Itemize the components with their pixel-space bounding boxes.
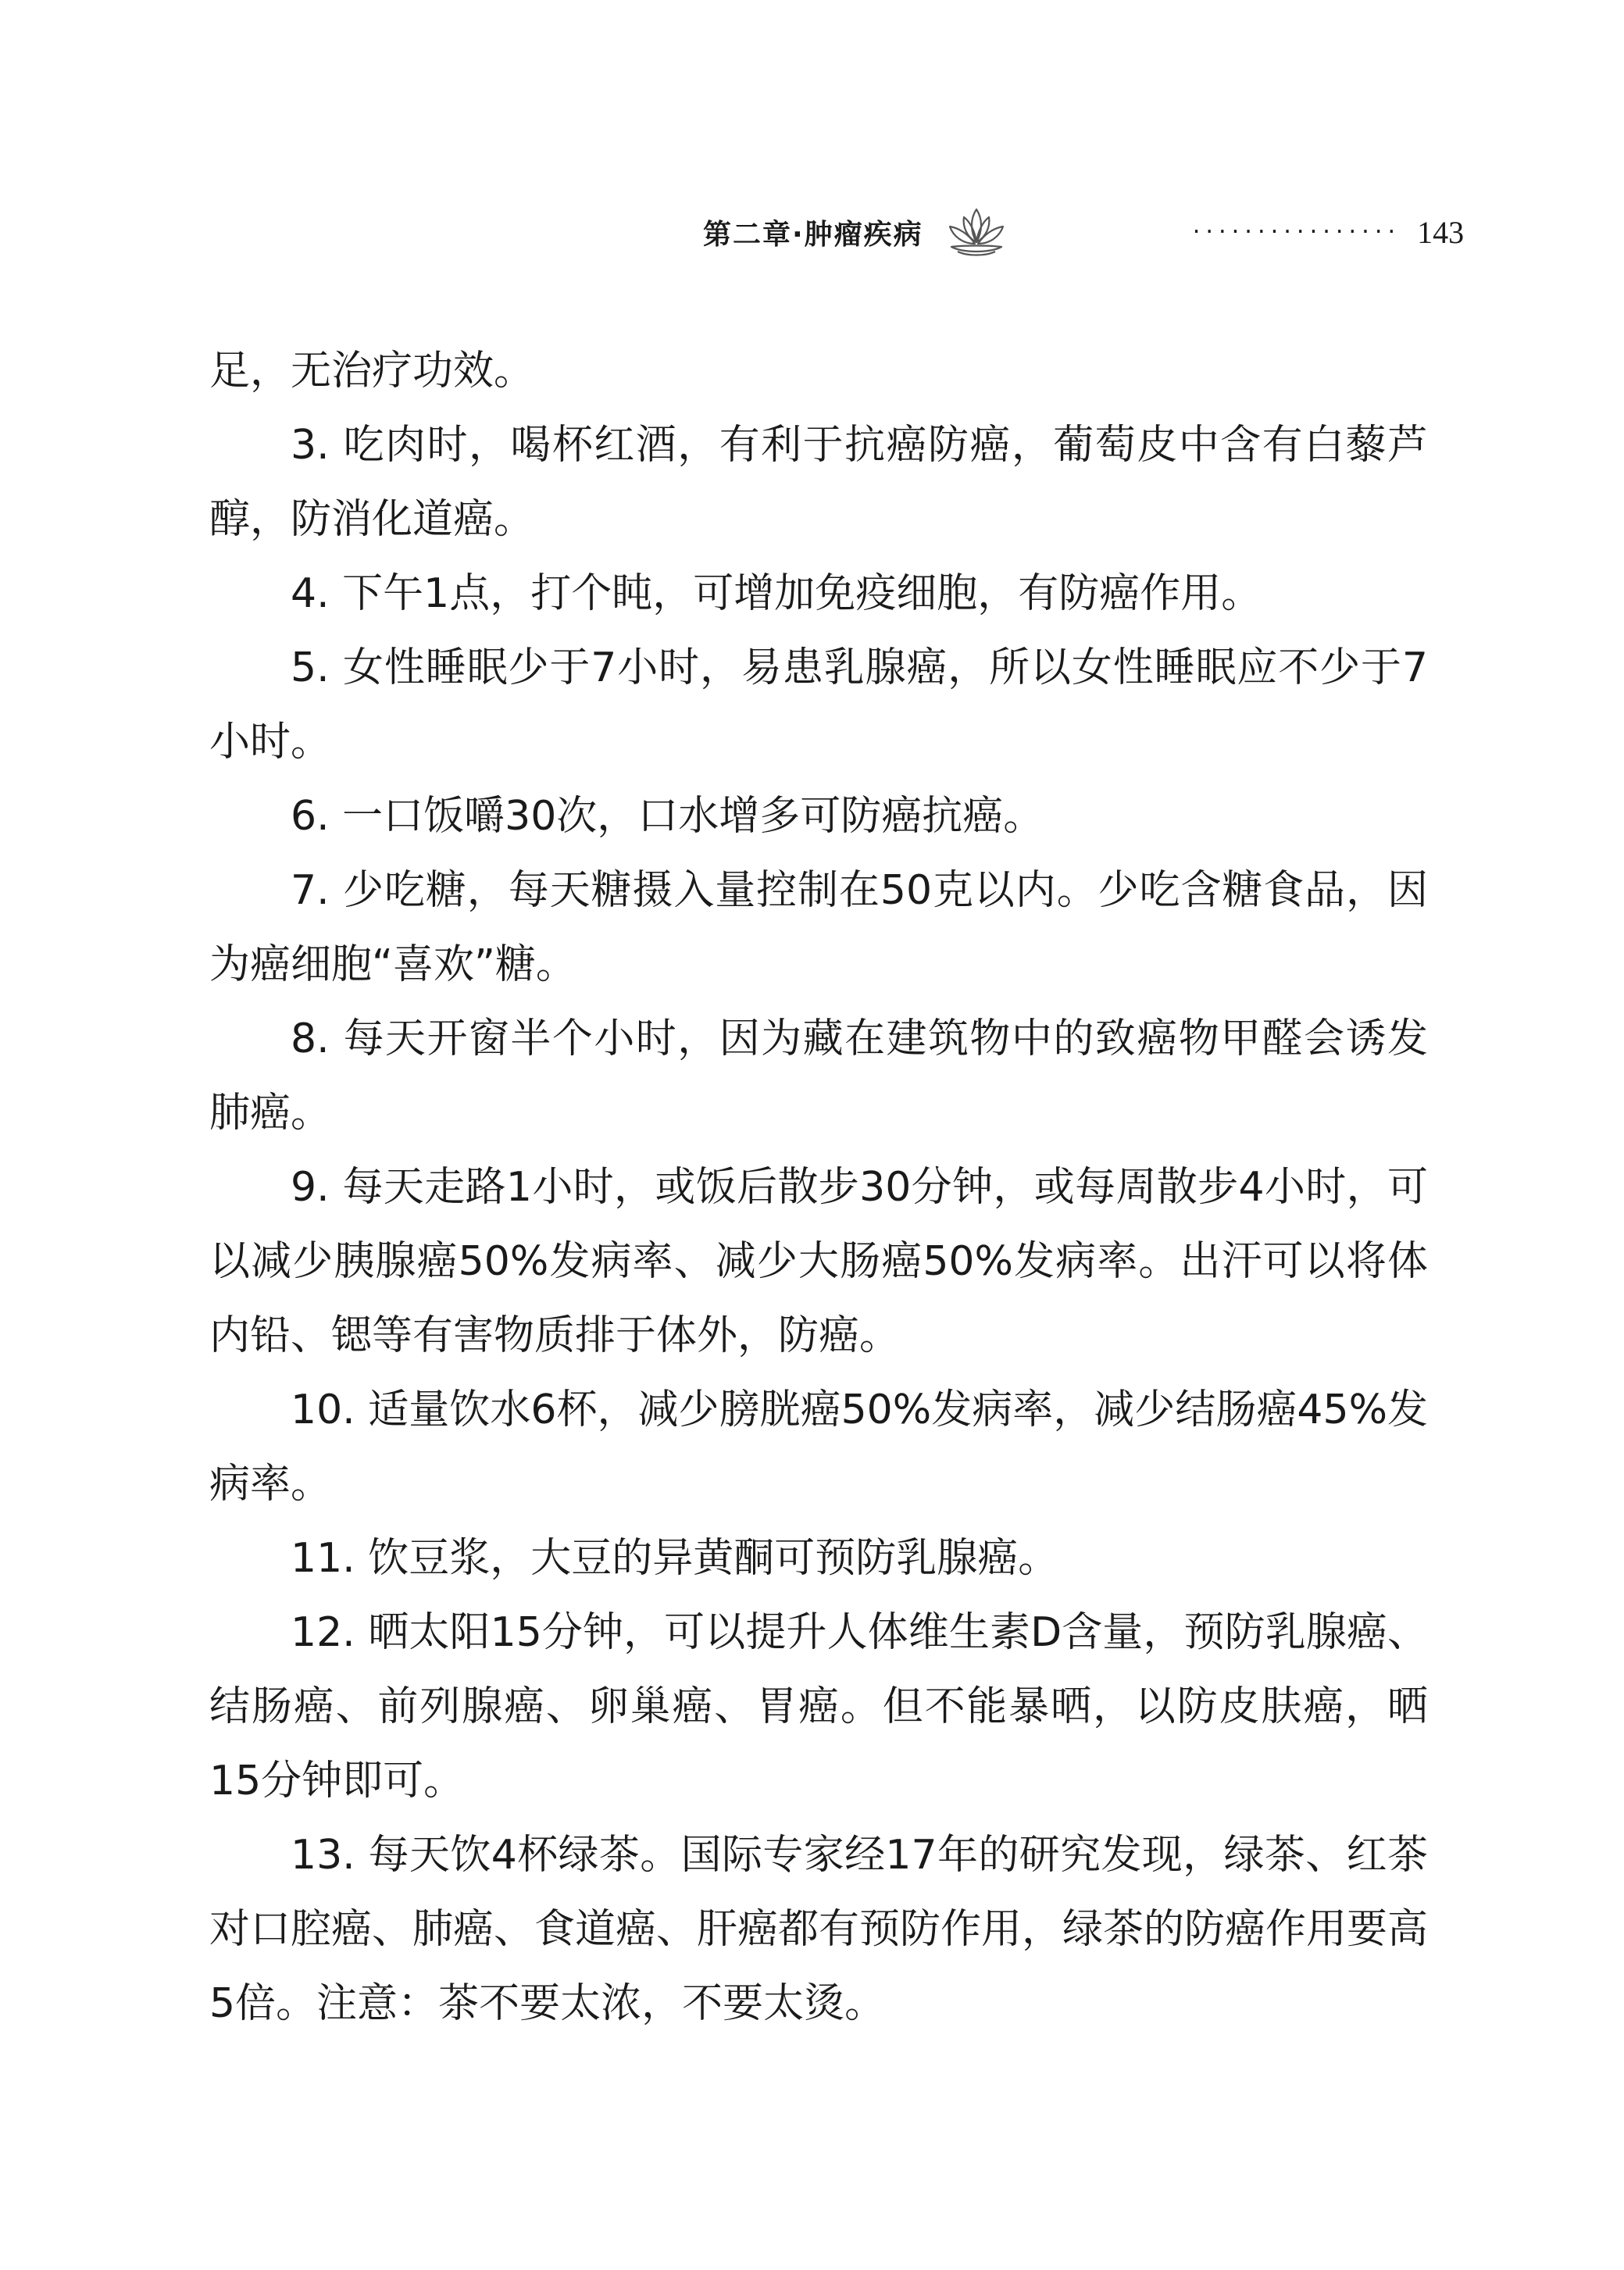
paragraph: 8. 每天开窗半个小时，因为藏在建筑物中的致癌物甲醛会诱发肺癌。: [209, 1015, 1428, 1137]
paragraph: 11. 饮豆浆，大豆的异黄酮可预防乳腺癌。: [291, 1535, 1059, 1582]
paragraph: 7. 少吃糖，每天糖摄入量控制在50克以内。少吃含糖食品，因为癌细胞“喜欢”糖。: [209, 867, 1428, 988]
paragraph: 5. 女性睡眠少于7小时，易患乳腺癌，所以女性睡眠应不少于7小时。: [209, 644, 1428, 766]
paragraph: 3. 吃肉时，喝杯红酒，有利于抗癌防癌，葡萄皮中含有白藜芦醇，防消化道癌。: [209, 422, 1428, 543]
header-leader-dots: ················: [1190, 220, 1399, 244]
paragraph: 10. 适量饮水6杯，减少膀胱癌50%发病率，减少结肠癌45%发病率。: [209, 1387, 1428, 1508]
paragraph: 9. 每天走路1小时，或饭后散步30分钟，或每周散步4小时，可以减少胰腺癌50%发病率、减少大肠癌50%发病率。出汗可以将体内铅、锶等有害物质排于体外，防癌。: [209, 1164, 1428, 1359]
body-text: [209, 334, 1428, 2041]
page-number: 143: [1417, 214, 1465, 250]
paragraph: 6. 一口饭嚼30次，口水增多可防癌抗癌。: [291, 793, 1044, 840]
running-header: [703, 197, 1465, 267]
paragraph: 足，无治疗功效。: [209, 348, 535, 394]
paragraph: 13. 每天饮4杯绿茶。国际专家经17年的研究发现，绿茶、红茶对口腔癌、肺癌、食道癌、肝癌都有预防作用，绿茶的防癌作用要高5倍。注意：茶不要太浓，不要太烫。: [209, 1832, 1429, 2027]
chapter-title: 第二章·肿瘤疾病: [703, 218, 923, 251]
lotus-icon: [944, 205, 1009, 259]
paragraph: 4. 下午1点，打个盹，可增加免疫细胞，有防癌作用。: [291, 570, 1262, 617]
paragraph: 12. 晒太阳15分钟，可以提升人体维生素D含量，预防乳腺癌、结肠癌、前列腺癌、卵巢癌、胃癌。但不能暴晒，以防皮肤癌，晒15分钟即可。: [209, 1609, 1428, 1804]
